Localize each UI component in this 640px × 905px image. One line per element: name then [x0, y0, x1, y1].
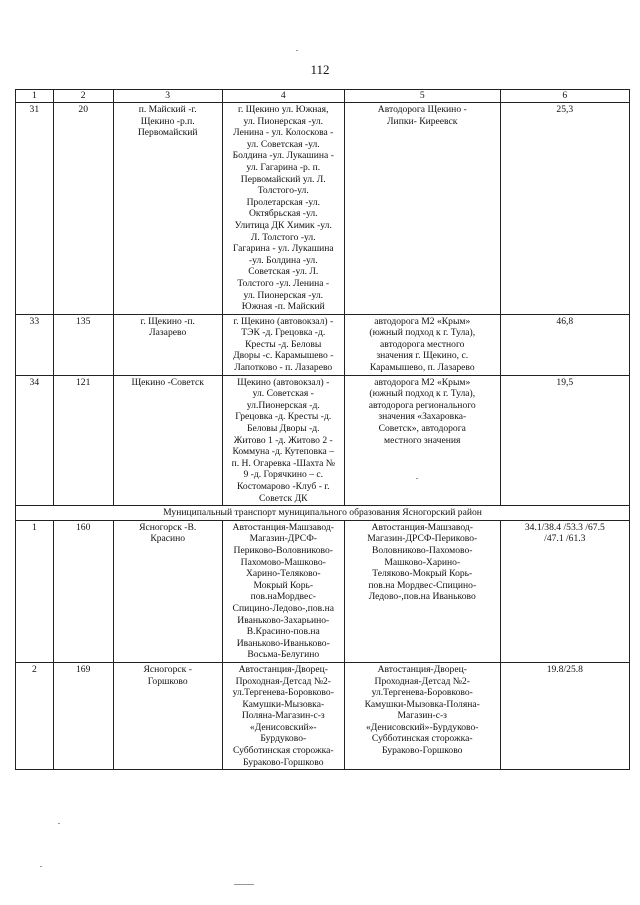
route-stops: Автостанция-Дворец- Проходная-Детсад №2- ул.Тергенева-Боровково- Камушки-Мызовка- Поляна-Магазин-с-з «Денисовский»- Бурдуково- Субботинская сторожка- Бураково-Горшково	[222, 662, 344, 769]
route-number: 2	[16, 662, 54, 769]
page-number: 112	[310, 62, 330, 77]
route-length: 19.8/25.8	[500, 662, 629, 769]
route-code: 121	[53, 375, 113, 506]
route-number: 33	[16, 314, 54, 375]
table-header-row	[16, 90, 630, 103]
route-name: Ясногорск - Горшково	[113, 662, 222, 769]
route-length: 46,8	[500, 314, 629, 375]
scan-speck	[40, 866, 42, 867]
route-name: п. Майский -г. Щекино -р.п. Первомайский	[113, 103, 222, 315]
table-row	[16, 662, 630, 769]
scan-speck	[416, 478, 418, 479]
route-roads: автодорога М2 «Крым» (южный подход к г. Тула), автодорога местного значения г. Щекино, с. Карамышево, п. Лазарево	[344, 314, 500, 375]
header-cell: 2	[53, 90, 113, 103]
scan-speck	[234, 884, 254, 885]
table-row	[16, 314, 630, 375]
scan-speck	[296, 50, 298, 51]
route-roads: автодорога М2 «Крым» (южный подход к г. Тула), автодорога регионального значения «Захаровка- Советск», автодорога местного значения	[344, 375, 500, 506]
table-row	[16, 375, 630, 506]
table-row	[16, 520, 630, 662]
route-roads: Автодорога Щекино - Липки- Киреевск	[344, 103, 500, 315]
route-length: 19,5	[500, 375, 629, 506]
route-number: 31	[16, 103, 54, 315]
routes-table	[15, 89, 630, 770]
route-roads: Автостанция-Дворец- Проходная-Детсад №2- ул.Тергенева-Боровково- Камушки-Мызовка-Поляна- Магазин-с-з «Денисовский»-Бурдуково- Субботинская сторожка- Бураково-Горшково	[344, 662, 500, 769]
header-cell: 6	[500, 90, 629, 103]
route-code: 135	[53, 314, 113, 375]
route-stops: Автостанция-Машзавод- Магазин-ДРСФ- Периково-Воловниково- Пахомово-Машково- Харино-Теляково- Мокрый Корь- пов.наМордвес- Спицино-Ледово-,пов.на Иваньково-Захарьино- В.Красино-пов.на Иваньково-Иваньково- Восьма-Белугино	[222, 520, 344, 662]
route-roads: Автостанция-Машзавод- Магазин-ДРСФ-Периково- Воловниково-Пахомово- Машково-Харино- Теляково-Мокрый Корь- пов.на Мордвес-Спицино- Ледово-,пов.на Иваньково	[344, 520, 500, 662]
route-name: г. Щекино -п. Лазарево	[113, 314, 222, 375]
header-cell: 4	[222, 90, 344, 103]
route-stops: г. Щекино (автовокзал) - ТЭК -д. Грецовка -д. Кресты -д. Беловы Дворы -с. Карамышево - Лапотково - п. Лазарево	[222, 314, 344, 375]
section-title: Муниципальный транспорт муниципального образования Ясногорский район	[16, 506, 630, 521]
route-code: 20	[53, 103, 113, 315]
route-stops: г. Щекино ул. Южная, ул. Пионерская -ул. Ленина - ул. Колоскова - ул. Советская -ул. Болдина -ул. Лукашина - ул. Гагарина -р. п. Первомайский ул. Л. Толстого-ул. Пролетарская -ул. Октябрьская -ул. Улитица ДК Химик -ул. Л. Толстого -ул. Гагарина - ул. Лукашина -ул. Болдина -ул. Советская -ул. Л. Толстого -ул. Ленина - ул. Пионерская -ул. Южная -п. Майский	[222, 103, 344, 315]
header-cell: 1	[16, 90, 54, 103]
route-code: 160	[53, 520, 113, 662]
route-stops: Щекино (автовокзал) - ул. Советская - ул.Пионерская -д. Грецовка -д. Кресты -д. Беловы Дворы -д. Житово 1 -д. Житово 2 - Коммуна -д. Кутеповка – п. Н. Огаревка -Шахта № 9 -д. Горячкино – с. Костомарово -Клуб - г. Советск ДК	[222, 375, 344, 506]
scan-speck	[58, 823, 60, 824]
route-length: 25,3	[500, 103, 629, 315]
route-number: 1	[16, 520, 54, 662]
route-number: 34	[16, 375, 54, 506]
route-length: 34.1/38.4 /53.3 /67.5 /47.1 /61.3	[500, 520, 629, 662]
table-row	[16, 103, 630, 315]
header-cell: 5	[344, 90, 500, 103]
route-name: Ясногорск -В. Красино	[113, 520, 222, 662]
route-code: 169	[53, 662, 113, 769]
section-row	[16, 506, 630, 521]
route-name: Щекино -Советск	[113, 375, 222, 506]
header-cell: 3	[113, 90, 222, 103]
